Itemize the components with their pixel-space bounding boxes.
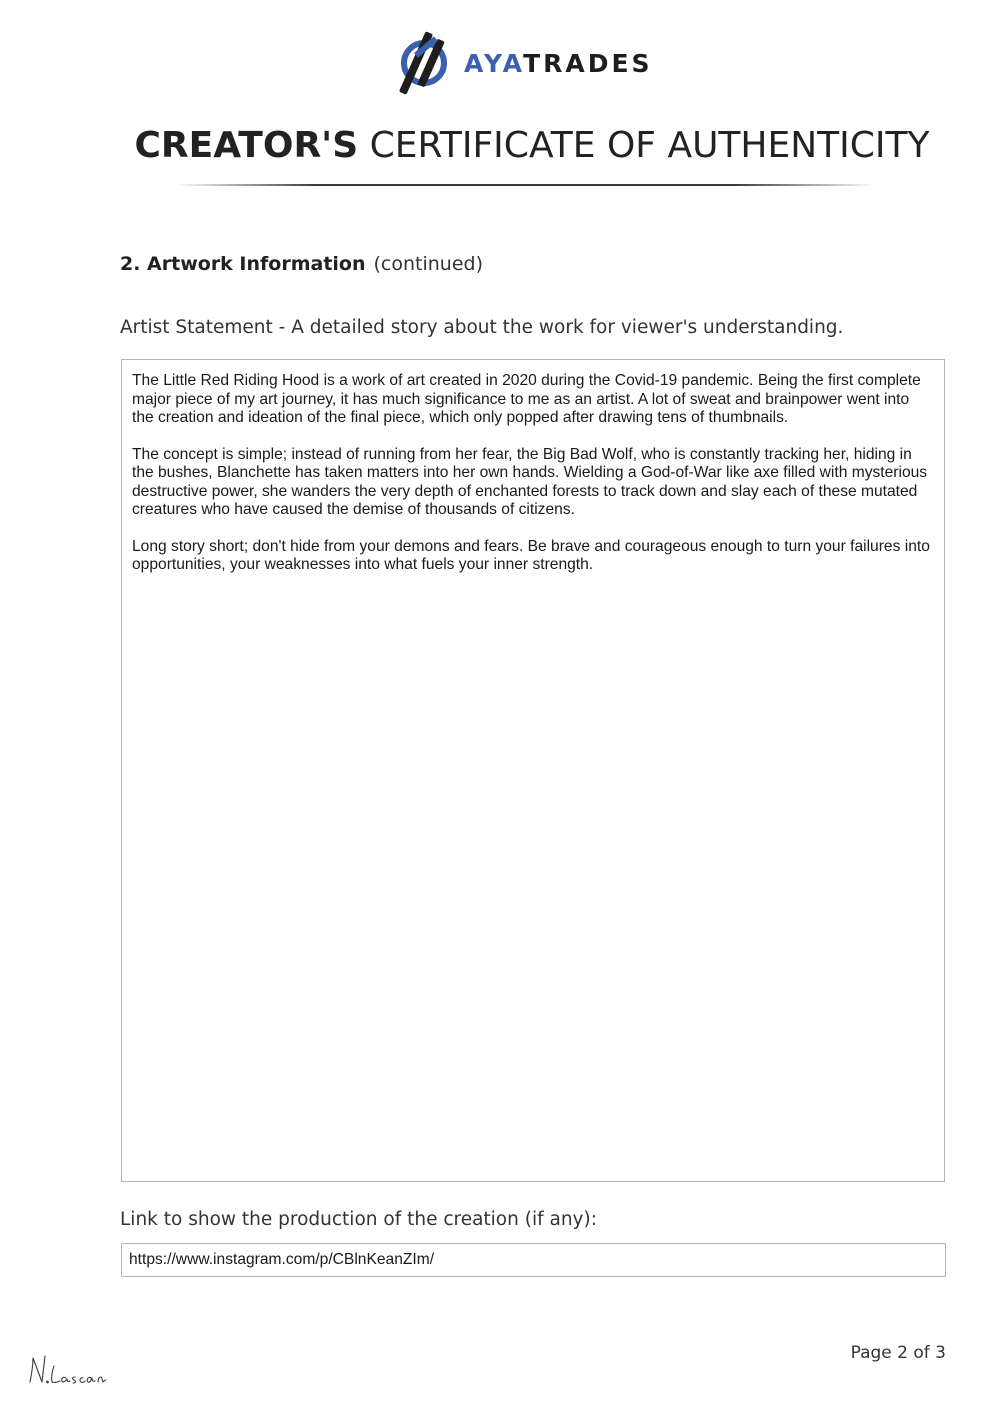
statement-paragraph-1: The Little Red Riding Hood is a work of art created in 2020 during the Covid-19 pandemic. Being the first complete major piece of my art journey, it has much significance to me as an artist. A lot of sweat and brainpower went into the creation and ideation of the final piece, which only popped after drawing tens of thumbnails. — [132, 372, 921, 426]
section-continued: (continued) — [373, 253, 484, 275]
section-heading — [120, 251, 483, 277]
section-title: 2. Artwork Information — [120, 253, 366, 275]
certificate-title-light: CERTIFICATE OF AUTHENTICITY — [369, 125, 930, 166]
production-link-field[interactable] — [121, 1243, 946, 1277]
certificate-title-bold: CREATOR'S — [134, 125, 359, 166]
artist-statement-field[interactable] — [121, 359, 945, 1182]
production-link-label: Link to show the production of the creation (if any): — [120, 1209, 597, 1230]
brand-name-trades: TRADES — [523, 48, 653, 78]
header-divider — [175, 184, 875, 186]
brand-logo — [398, 30, 653, 96]
signature — [28, 1352, 108, 1393]
page-number: Page 2 of 3 — [850, 1343, 946, 1363]
artist-statement-label: Artist Statement - A detailed story about the work for viewer's understanding. — [120, 317, 844, 338]
statement-paragraph-3: Long story short; don't hide from your demons and fears. Be brave and courageous enough to turn your failures into opportunities, your weaknesses into what fuels your inner strength. — [132, 537, 930, 573]
brand-name — [464, 48, 653, 78]
ayatrades-logo-icon — [398, 30, 450, 96]
production-link-value[interactable]: https://www.instagram.com/p/CBlnKeanZIm/ — [129, 1251, 435, 1268]
certificate-title — [0, 122, 1000, 170]
brand-name-aya: AYA — [464, 48, 524, 78]
statement-paragraph-2: The concept is simple; instead of running from her fear, the Big Bad Wolf, who is constantly tracking her, hiding in the bushes, Blanchette has taken matters into her own hands. Wielding a God-of-War like axe filled with mysterious destructive power, she wanders the very depth of enchanted forests to track down and slay each of these mutated creatures who have caused the demise of thousands of citizens. — [132, 445, 928, 518]
